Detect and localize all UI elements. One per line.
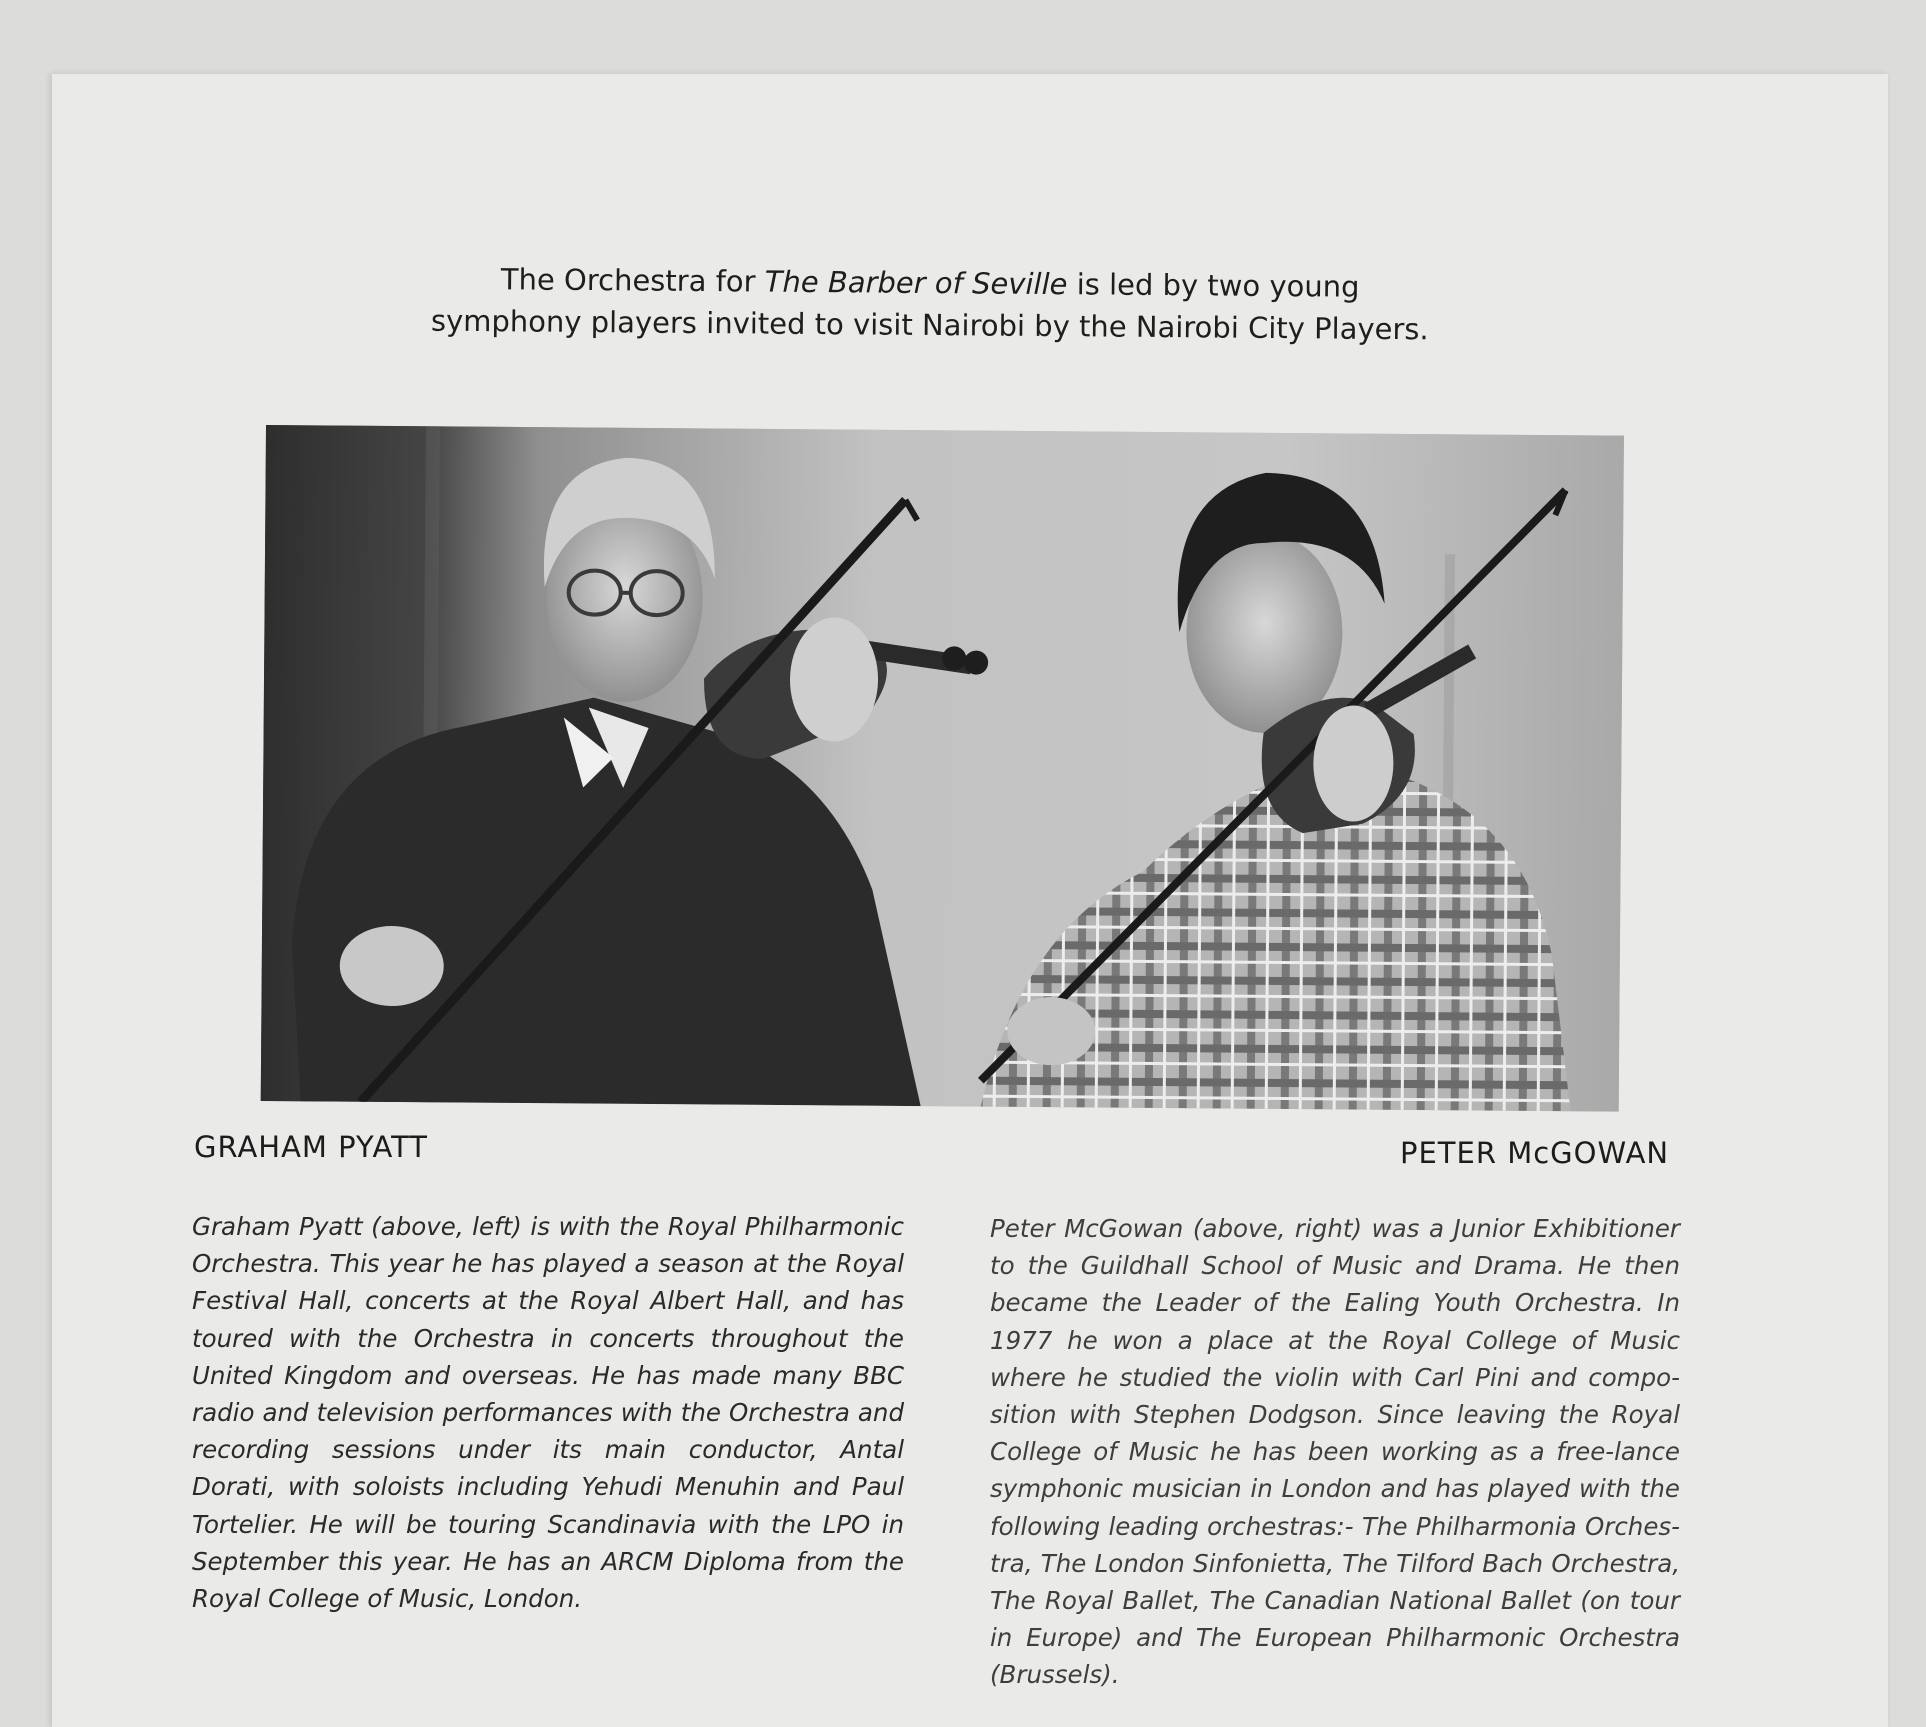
right-player-bio: Peter McGowan (above, right) was a Junior Exhibitioner to the Guildhall School of Music and Drama. He then became the Leader of the Ealing Youth Orchestra. In 1977 he won a place at the Royal College of Music where he studied the violin with Carl Pini and compo-sition with Stephen Dodgson. Since leaving the Royal College of Music he has been working as a free-lance symphonic musician in London and has played with the following leading orchestras:- The Philharmonia Orches-tra, The London Sinfonietta, The Tilford Bach Orchestra, The Royal Ballet, The Canadian National Ballet (on tour in Europe) and The European Philharmonic Orchestra (Brussels). [990, 1214, 1680, 1690]
photo-caption [300, 257, 1561, 352]
caption-text: is led by two young [1067, 267, 1360, 304]
right-player-name: PETER McGOWAN [1400, 1136, 1670, 1170]
left-player-name: GRAHAM PYATT [194, 1130, 428, 1164]
violinists-photo [261, 425, 1624, 1112]
caption-line-2: symphony players invited to visit Nairobi by the Nairobi City Players. [430, 303, 1429, 347]
violinists-photo-illustration [261, 425, 1624, 1112]
caption-text: The Orchestra for [500, 262, 765, 299]
left-player-bio: Graham Pyatt (above, left) is with the Royal Philharmonic Orchestra. This year he has played a season at the Royal Festival Hall, concerts at the Royal Albert Hall, and has toured with the Orchestra in concerts throughout the United Kingdom and overseas. He has made many BBC radio and television performances with the Orchestra and recording sessions under its main conductor, Antal Dorati, with soloists including Yehudi Menuhin and Paul Tortelier. He will be touring Scandinavia with the LPO in September this year. He has an ARCM Diploma from the Royal College of Music, London. [192, 1212, 904, 1614]
opera-title: The Barber of Seville [764, 264, 1068, 302]
